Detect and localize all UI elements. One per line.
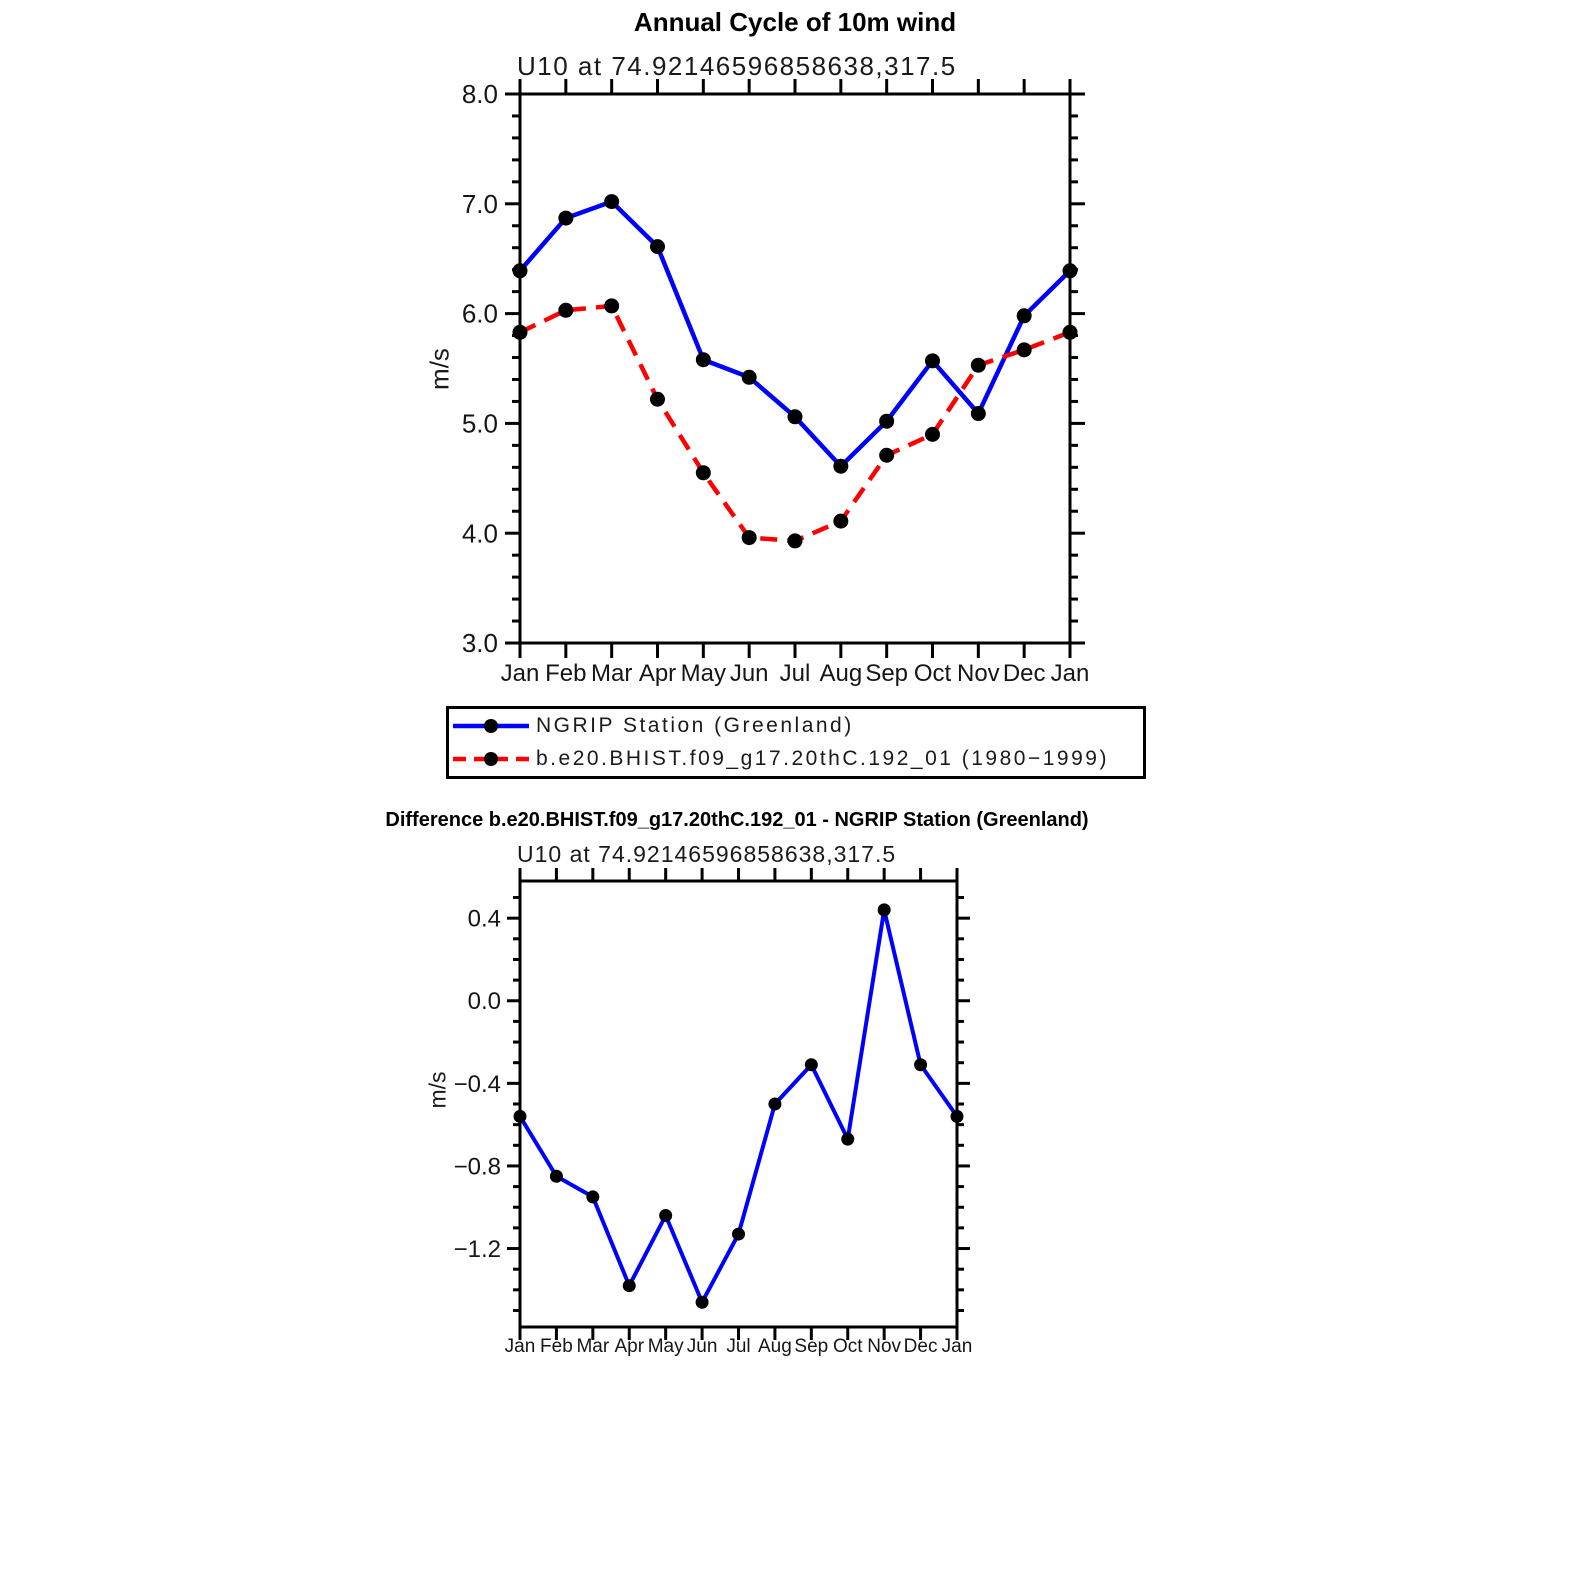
difference-chart-x-tick-label: Jul: [726, 1336, 751, 1357]
top-chart-x-tick-label: May: [680, 660, 727, 687]
difference-chart-subtitle: U10 at 74.92146596858638,317.5: [517, 841, 897, 867]
top-chart-x-tick-label: Jan: [500, 660, 540, 687]
b-e20-bhist-f09-g17-20thc-192-01-1980-19-marker: [788, 533, 803, 548]
difference-chart-x-tick-label: Sep: [794, 1336, 829, 1357]
ngrip-station-greenland-line: [520, 202, 1070, 467]
difference-chart-plot: [454, 868, 973, 1357]
difference-chart-title: Difference b.e20.BHIST.f09_g17.20thC.192_01 - NGRIP Station (Greenland): [385, 809, 1089, 831]
difference-chart-y-tick-label: −0.4: [453, 1070, 501, 1098]
ngrip-station-greenland-marker: [650, 239, 665, 254]
top-chart-x-tick-label: Sep: [865, 660, 909, 687]
ngrip-station-greenland-marker: [742, 370, 757, 385]
legend-label-ngrip: NGRIP Station (Greenland): [536, 714, 854, 737]
b-e20-bhist-f09-g17-20thc-192-01-1980-19-marker: [971, 358, 986, 373]
ngrip-station-greenland-marker: [1017, 308, 1032, 323]
b-e20-bhist-f09-g17-20thc-192-01-1980-19-marker: [604, 298, 619, 313]
difference-chart-x-tick-label: Jun: [686, 1336, 718, 1357]
legend-line-sample-ngrip: [451, 715, 531, 737]
top-chart-x-tick-label: Jan: [1050, 660, 1090, 687]
top-chart-x-tick-label: Aug: [819, 660, 863, 687]
b-e20-bhist-f09-g17-20thc-192-01-1980-19-marker: [513, 325, 528, 340]
difference-marker: [732, 1228, 745, 1241]
top-chart-plot: [462, 79, 1090, 687]
difference-chart-x-tick-label: Nov: [867, 1336, 902, 1357]
difference-marker: [550, 1170, 563, 1183]
top-chart-y-tick-label: 3.0: [461, 628, 498, 659]
legend-box: [446, 706, 1146, 779]
difference-marker: [841, 1133, 854, 1146]
difference-chart-x-tick-label: Mar: [576, 1336, 610, 1357]
ngrip-station-greenland-marker: [558, 211, 573, 226]
top-chart-y-tick-label: 7.0: [461, 188, 498, 219]
top-chart-y-tick-label: 6.0: [461, 298, 498, 329]
top-chart-x-tick-label: Nov: [956, 660, 1000, 687]
b-e20-bhist-f09-g17-20thc-192-01-1980-19-sample-marker: [484, 752, 498, 766]
top-chart-y-tick-label: 8.0: [461, 79, 498, 110]
difference-marker: [805, 1058, 818, 1071]
difference-chart-y-tick-label: −0.8: [453, 1153, 501, 1181]
top-chart-x-tick-label: Jun: [729, 660, 769, 687]
difference-marker: [696, 1296, 709, 1309]
top-chart-frame: [520, 94, 1070, 643]
difference-chart-x-tick-label: Jan: [941, 1336, 973, 1357]
b-e20-bhist-f09-g17-20thc-192-01-1980-19-marker: [879, 448, 894, 463]
b-e20-bhist-f09-g17-20thc-192-01-1980-19-marker: [833, 514, 848, 529]
top-chart-x-tick-label: Apr: [638, 660, 677, 687]
difference-chart-y-tick-label: 0.0: [467, 988, 501, 1016]
ngrip-station-greenland-sample-marker: [484, 719, 498, 733]
difference-chart-x-tick-label: Apr: [614, 1336, 645, 1357]
legend-item-ngrip: [451, 710, 1143, 743]
top-chart-x-tick-label: Jul: [779, 660, 811, 687]
top-chart-subtitle: U10 at 74.92146596858638,317.5: [517, 51, 957, 81]
ngrip-station-greenland-marker: [604, 194, 619, 209]
b-e20-bhist-f09-g17-20thc-192-01-1980-19-marker: [742, 530, 757, 545]
ngrip-station-greenland-marker: [696, 352, 711, 367]
ngrip-station-greenland-marker: [788, 409, 803, 424]
b-e20-bhist-f09-g17-20thc-192-01-1980-19-marker: [1063, 325, 1078, 340]
difference-marker: [586, 1190, 599, 1203]
difference-marker: [659, 1209, 672, 1222]
difference-chart-x-tick-label: Feb: [540, 1336, 573, 1357]
difference-chart-x-tick-label: Aug: [758, 1336, 792, 1357]
difference-marker: [951, 1110, 964, 1123]
ngrip-station-greenland-marker: [925, 353, 940, 368]
b-e20-bhist-f09-g17-20thc-192-01-1980-19-marker: [558, 303, 573, 318]
ngrip-station-greenland-marker: [1063, 263, 1078, 278]
difference-marker: [514, 1110, 527, 1123]
ngrip-station-greenland-marker: [513, 263, 528, 278]
ngrip-station-greenland-marker: [879, 414, 894, 429]
difference-marker: [914, 1058, 927, 1071]
legend-item-model: [451, 743, 1143, 776]
ngrip-station-greenland-marker: [971, 406, 986, 421]
top-chart-x-tick-label: Oct: [913, 660, 952, 687]
b-e20-bhist-f09-g17-20thc-192-01-1980-19-marker: [1017, 342, 1032, 357]
ngrip-station-greenland-marker: [833, 459, 848, 474]
difference-chart-x-tick-label: May: [647, 1336, 684, 1357]
top-chart-y-tick-label: 5.0: [461, 408, 498, 439]
difference-chart-x-tick-label: Jan: [504, 1336, 536, 1357]
top-chart-y-tick-label: 4.0: [461, 518, 498, 549]
b-e20-bhist-f09-g17-20thc-192-01-1980-19-marker: [696, 465, 711, 480]
difference-chart-y-axis-label: m/s: [424, 1071, 451, 1109]
difference-marker: [768, 1098, 781, 1111]
top-chart-x-tick-label: Mar: [590, 660, 633, 687]
legend-line-sample-model: [451, 748, 531, 770]
top-chart-x-tick-label: Feb: [545, 660, 587, 687]
difference-chart-x-tick-label: Oct: [832, 1336, 863, 1357]
b-e20-bhist-f09-g17-20thc-192-01-1980-19-marker: [925, 427, 940, 442]
difference-chart-y-tick-label: −1.2: [453, 1235, 501, 1263]
top-chart-title: Annual Cycle of 10m wind: [633, 7, 957, 37]
b-e20-bhist-f09-g17-20thc-192-01-1980-19-marker: [650, 392, 665, 407]
difference-marker: [878, 903, 891, 916]
top-chart-x-tick-label: Dec: [1002, 660, 1046, 687]
difference-line: [520, 910, 957, 1302]
difference-chart-x-tick-label: Dec: [903, 1336, 938, 1357]
difference-chart-y-tick-label: 0.4: [467, 905, 501, 933]
legend-label-model: b.e20.BHIST.f09_g17.20thC.192_01 (1980−1999): [536, 747, 1109, 770]
difference-marker: [623, 1279, 636, 1292]
top-chart-y-axis-label: m/s: [424, 348, 455, 390]
